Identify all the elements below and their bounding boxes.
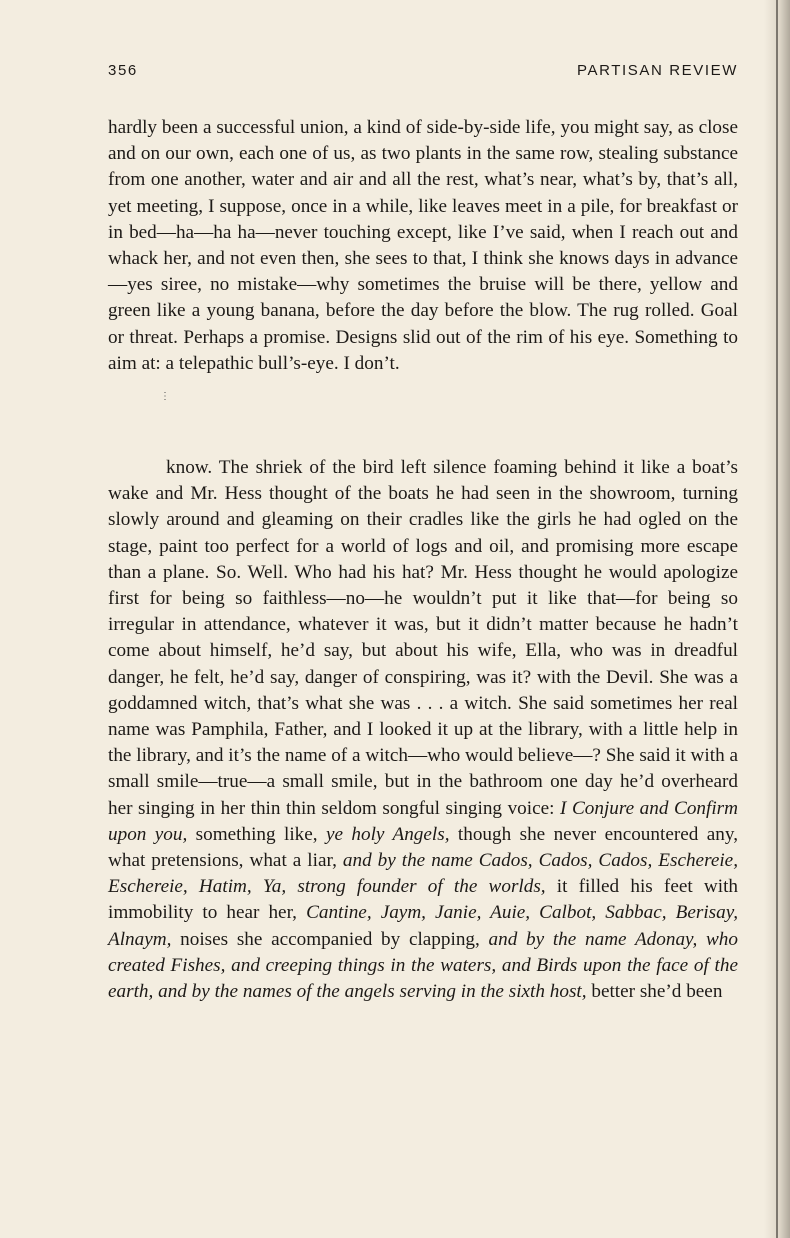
page-header [108, 62, 738, 84]
italic-incantation-2: ye holy Angels, [325, 823, 450, 845]
section-break-dots: ⋮ [160, 391, 170, 403]
body-text [108, 115, 738, 1005]
paragraph-2-text-a: know. The shriek of the bird left silence foaming behind it like a boat’s wake and Mr. Hess thought of the boats he had seen in the showroom, turning slowly around and gleaming on their cradles like the girls he had ogled on the stage, paint too perfect for a world of logs and oil, and promising more escape than a plane. So. Well. Who had his hat? Mr. Hess thought he would apologize first for being so faithless—no—he wouldn’t put it like that—for being so irregular in attendance, whatever it was, but it didn’t matter because he hadn’t come about himself, he’d say, but about his wife, Ella, who was in dreadful danger, he felt, he’d say, danger of conspiring, was it? with the Devil. She was a goddamned witch, that’s what she was . . . a witch. She said sometimes her real name was Pamphila, Father, and I looked it up at the library, with a little help in the library, and it’s the name of a witch—who would believe—? She said it with a small smile—true—a small smile, but in the bathroom one day he’d overheard her singing in her thin thin seldom songful singing voice: [108, 457, 738, 819]
paragraph-2 [108, 455, 738, 1005]
paragraph-1: hardly been a successful union, a kind of side-by-side life, you might say, as close and on our own, each one of us, as two plants in the same row, stealing substance from one another, water and air and all the rest, what’s near, what’s by, that’s all, yet meeting, I suppose, once in a while, like leaves meet in a pile, for breakfast or in bed—ha—ha ha—never touching except, like I’ve said, when I reach out and whack her, and not even then, she sees to that, I think she knows days in advance—yes siree, no mistake—why sometimes the bruise will be there, yellow and green like a young banana, before the day before the blow. The rug rolled. Goal or threat. Perhaps a promise. Designs slid out of the rim of his eye. Something to aim at: a telepathic bull’s-eye. I don’t. [108, 117, 738, 374]
italic-incantation-3: and by the name Cados, Cados, Cados, Eschereie, Eschereie, Hatim, Ya, strong founder of the worlds, [108, 850, 738, 898]
paragraph-2-text-b: something like, [187, 823, 326, 845]
paragraph-2-text-e: noises she accompanied by clapping, [171, 928, 489, 950]
page-edge [776, 0, 778, 1238]
page-number: 356 [108, 62, 138, 79]
paragraph-2-text-c: though she never encountered any, what pretensions, what a liar, [108, 823, 738, 872]
section-break [108, 377, 738, 455]
running-head: PARTISAN REVIEW [577, 62, 738, 79]
italic-incantation-1: I Conjure and Confirm upon you, [108, 797, 738, 845]
italic-incantation-4: Cantine, Jaym, Janie, Auie, Calbot, Sabbac, Berisay, Alnaym, [108, 902, 738, 950]
paragraph-2-text-d: it filled his feet with immobility to hear her, [108, 876, 738, 924]
italic-incantation-5: and by the name Adonay, who created Fishes, and creeping things in the waters, and Birds upon the face of the earth, and by the names of the angels serving in the sixth host, [108, 928, 738, 1003]
paragraph-2-text-f: better she’d been [586, 981, 723, 1003]
